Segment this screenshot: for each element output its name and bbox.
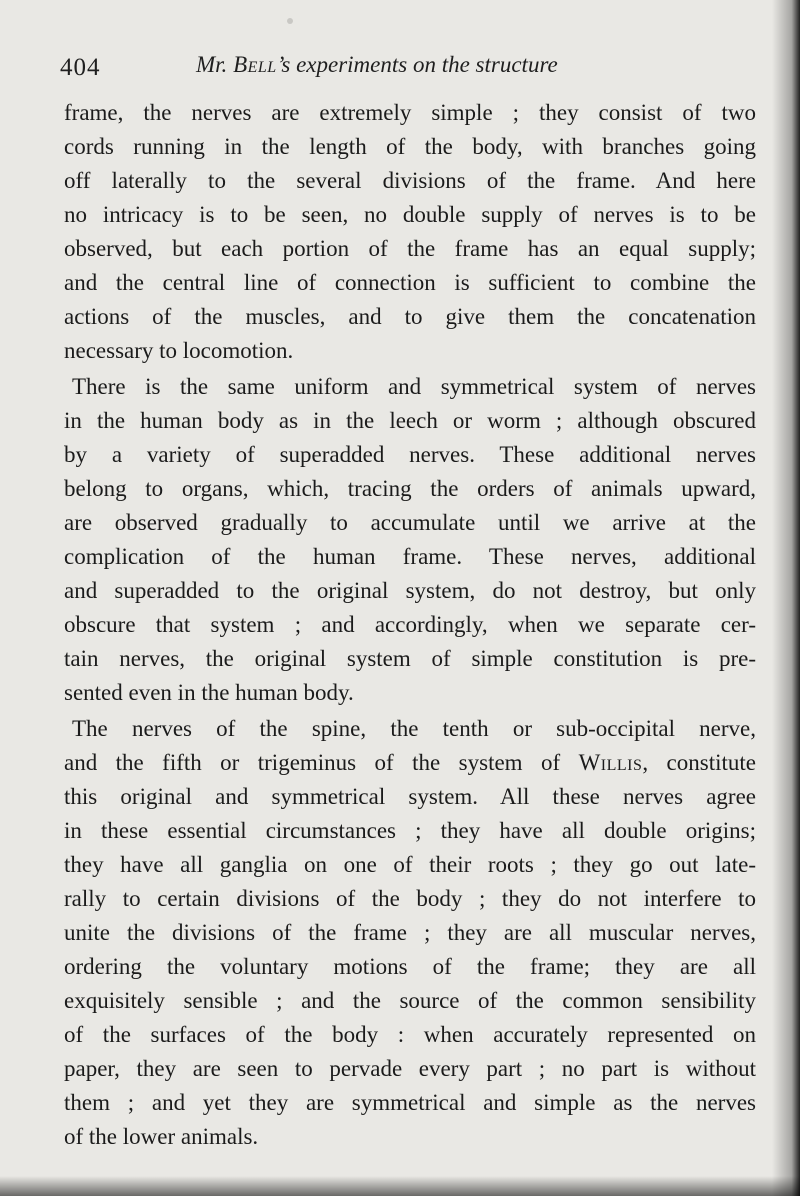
text-line: cords running in the length of the body, with branches going <box>64 134 756 159</box>
text-line: and superadded to the original system, do not destroy, but only <box>64 578 756 603</box>
text-line: ordering the voluntary motions of the frame; they are all <box>64 954 756 979</box>
text-line: observed, but each portion of the frame has an equal supply; <box>64 236 756 261</box>
running-title-prefix: Mr. <box>196 52 234 77</box>
running-head <box>60 52 760 86</box>
text-line: frame, the nerves are extremely simple ; they consist of two <box>64 100 756 125</box>
text-segment: , constitute <box>642 750 756 775</box>
paragraph-1 <box>64 96 756 368</box>
text-line: necessary to locomotion. <box>64 338 294 363</box>
text-line: and the central line of connection is sufficient to combine the <box>64 270 756 295</box>
text-line: no intricacy is to be seen, no double supply of nerves is to be <box>64 202 756 227</box>
text-line: in the human body as in the leech or worm ; although obscured <box>64 408 756 433</box>
text-line: by a variety of superadded nerves. These additional nerves <box>64 442 756 467</box>
text-line: of the surfaces of the body : when accurately represented on <box>64 1022 756 1047</box>
text-line: complication of the human frame. These nerves, additional <box>64 544 756 569</box>
text-line: The nerves of the spine, the tenth or sub-occipital nerve, <box>72 716 756 741</box>
page-number: 404 <box>60 54 101 81</box>
paragraph-2 <box>64 370 756 710</box>
text-line: tain nerves, the original system of simple constitution is pre- <box>64 646 756 671</box>
paragraph-3 <box>64 712 756 1154</box>
paper-speck <box>287 18 293 24</box>
author-name: Willis <box>578 750 643 775</box>
text-segment: and the fifth or trigeminus of the system of <box>64 750 579 775</box>
running-title-name: Bell <box>233 52 277 77</box>
text-line: belong to organs, which, tracing the orders of animals upward, <box>64 476 756 501</box>
text-line: rally to certain divisions of the body ; they do not interfere to <box>64 886 756 911</box>
page-edge-shadow <box>772 0 800 1196</box>
text-line: off laterally to the several divisions of the frame. And here <box>64 168 756 193</box>
body-text <box>64 96 756 1154</box>
text-line <box>64 746 756 780</box>
text-line: obscure that system ; and accordingly, when we separate cer- <box>64 612 756 637</box>
running-title <box>196 52 558 78</box>
text-line: this original and symmetrical system. All these nerves agree <box>64 784 756 809</box>
text-line: of the lower animals. <box>64 1124 259 1149</box>
page-bottom-shadow <box>0 1176 800 1196</box>
text-line: sented even in the human body. <box>64 680 354 705</box>
text-line: unite the divisions of the frame ; they are all muscular nerves, <box>64 920 756 945</box>
text-line: in these essential circumstances ; they have all double origins; <box>64 818 756 843</box>
text-line: they have all ganglia on one of their roots ; they go out late- <box>64 852 756 877</box>
text-line: exquisitely sensible ; and the source of the common sensibility <box>64 988 756 1013</box>
text-line: are observed gradually to accumulate until we arrive at the <box>64 510 756 535</box>
text-line: paper, they are seen to pervade every part ; no part is without <box>64 1056 756 1081</box>
text-line: actions of the muscles, and to give them the concatenation <box>64 304 756 329</box>
text-line: them ; and yet they are symmetrical and simple as the nerves <box>64 1090 756 1115</box>
text-line: There is the same uniform and symmetrical system of nerves <box>72 374 756 399</box>
running-title-suffix: ’s experiments on the structure <box>276 52 558 77</box>
